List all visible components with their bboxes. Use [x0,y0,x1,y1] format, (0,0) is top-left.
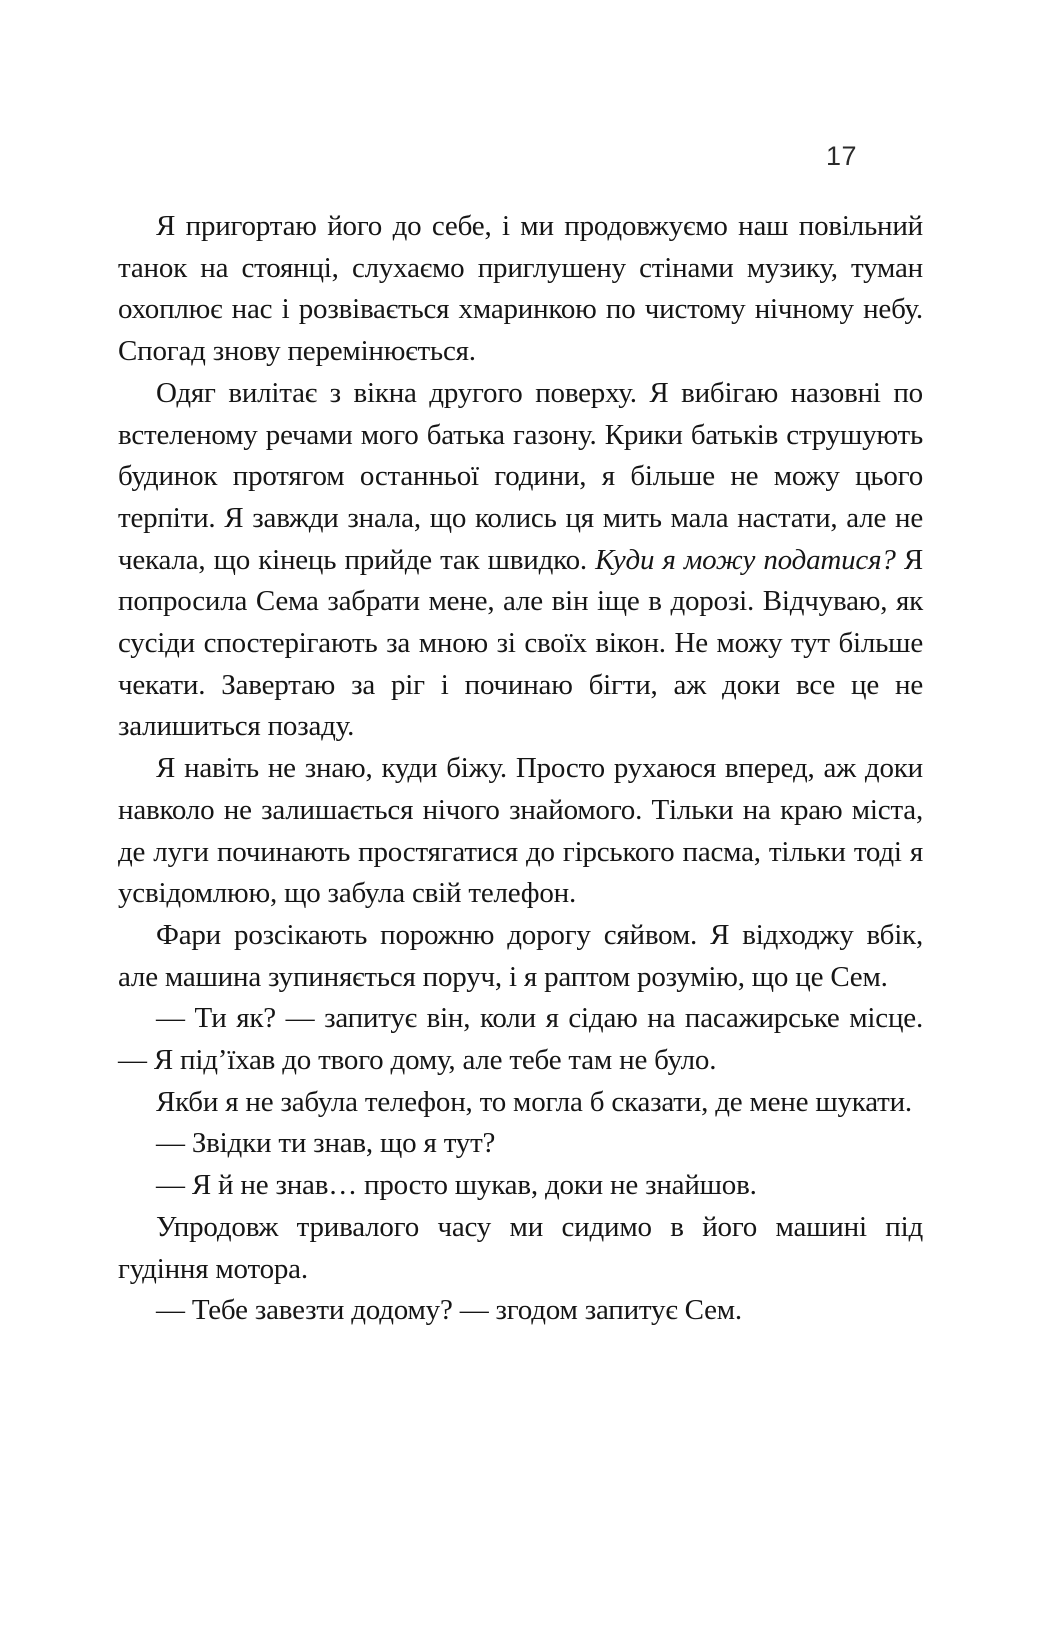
paragraph [118,1123,923,1165]
text-segment: Упродовж тривалого часу ми сидимо в його машині під гудіння мотора. [118,1210,923,1285]
paragraph [118,206,923,373]
page-text [118,206,923,1332]
text-segment: Я попросила Сема забрати мене, але він іще в дорозі. Відчуваю, як сусіди спостерігають за мною зі своїх вікон. Не можу тут більше чекати. Завертаю за ріг і починаю бігти, аж доки все це не залишиться позаду. [118,543,923,743]
paragraph [118,1290,923,1332]
paragraph [118,1082,923,1124]
text-segment: Фари розсікають порожню дорогу сяйвом. Я відходжу вбік, але машина зупиняється поруч, і я раптом розумію, що це Сем. [118,918,923,993]
text-segment: Одяг вилітає з вікна другого поверху. Я вибігаю назовні по встеленому речами мого батька газону. Крики батьків струшують будинок протягом останньої години, я більше не можу цього терпіти. Я завжди знала, що колись ця мить мала настати, але не чекала, що кінець прийде так швидко. [118,376,923,576]
page-number: 17 [825,141,857,171]
text-segment: Я навіть не знаю, куди біжу. Просто рухаюся вперед, аж доки навколо не залишається нічого знайомого. Тільки на краю міста, де луги починають простягатися до гірського пасма, тільки тоді я усвідомлюю, що забула свій телефон. [118,752,923,910]
text-segment: — Ти як? — запитує він, коли я сідаю на пасажирське місце. — Я під’їхав до твого дому, але тебе там не було. [118,1002,923,1077]
paragraph [118,1165,923,1207]
italic-text-segment: Куди я можу податися? [595,543,896,576]
paragraph [118,998,923,1081]
text-segment: — Звідки ти знав, що я тут? [156,1127,496,1160]
paragraph [118,1207,923,1290]
text-segment: Якби я не забула телефон, то могла б сказати, де мене шукати. [156,1085,912,1118]
paragraph [118,915,923,998]
paragraph [118,373,923,748]
text-segment: — Я й не знав… просто шукав, доки не знайшов. [156,1169,757,1202]
paragraph [118,748,923,915]
text-segment: Я пригортаю його до себе, і ми продовжуємо наш повільний танок на стоянці, слухаємо приглушену стінами музику, туман охоплює нас і розвівається хмаринкою по чистому нічному небу. Спогад знову перемінюється. [118,210,923,368]
text-segment: — Тебе завезти додому? — згодом запитує Сем. [156,1294,742,1327]
